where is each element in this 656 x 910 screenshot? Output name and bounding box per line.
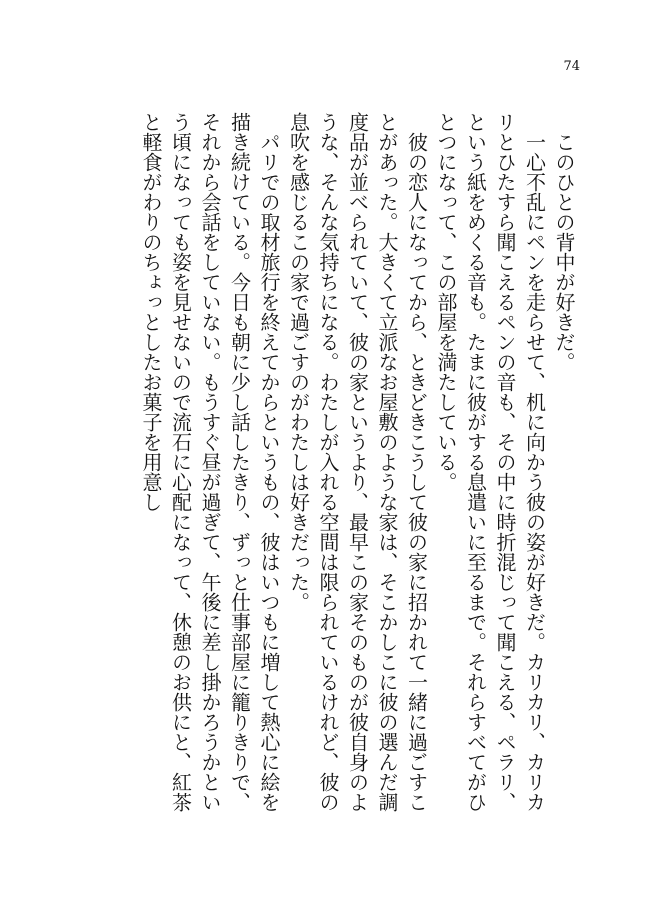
page-number: 74 (563, 59, 580, 74)
body-text (136, 112, 579, 812)
paragraph: 一心不乱にペンを走らせて、机に向かう彼の姿が好きだ。カリカリ、カリカリとひたすら聞こえるペンの音も、その中に時折混じって聞こえる、ペラリ、という紙をめくる音も。たまに彼がする息遣いに至るまで。それらすべてがひとつになって、この部屋を満たしている。 (434, 112, 547, 812)
paragraph: 彼の恋人になってから、ときどきこうして彼の家に招かれて一緒に過ごすことがあった。大きくて立派なお屋敷のような家は、そこかしこに彼の選んだ調度品が並べられていて、彼の家というより、最早この家そのものが彼自身のような、そんな気持ちになる。わたしが入れる空間は限られているけれど、彼の息吹を感じるこの家で過ごすのがわたしは好きだった。 (286, 112, 429, 812)
paragraph: このひとの背中が好きだ。 (552, 132, 576, 372)
paragraph: パリでの取材旅行を終えてからというもの、彼はいつもに増して熱心に絵を描き続けている。今日も朝に少し話したきり、ずっと仕事部屋に籠りきりで、それから会話をしていない。もうすぐ昼が過ぎて、午後に差し掛かろうかという頃になっても姿を見せないので流石に心配になって、休憩のお供にと、紅茶と軽食がわりのちょっとしたお菓子を用意し (139, 112, 281, 812)
